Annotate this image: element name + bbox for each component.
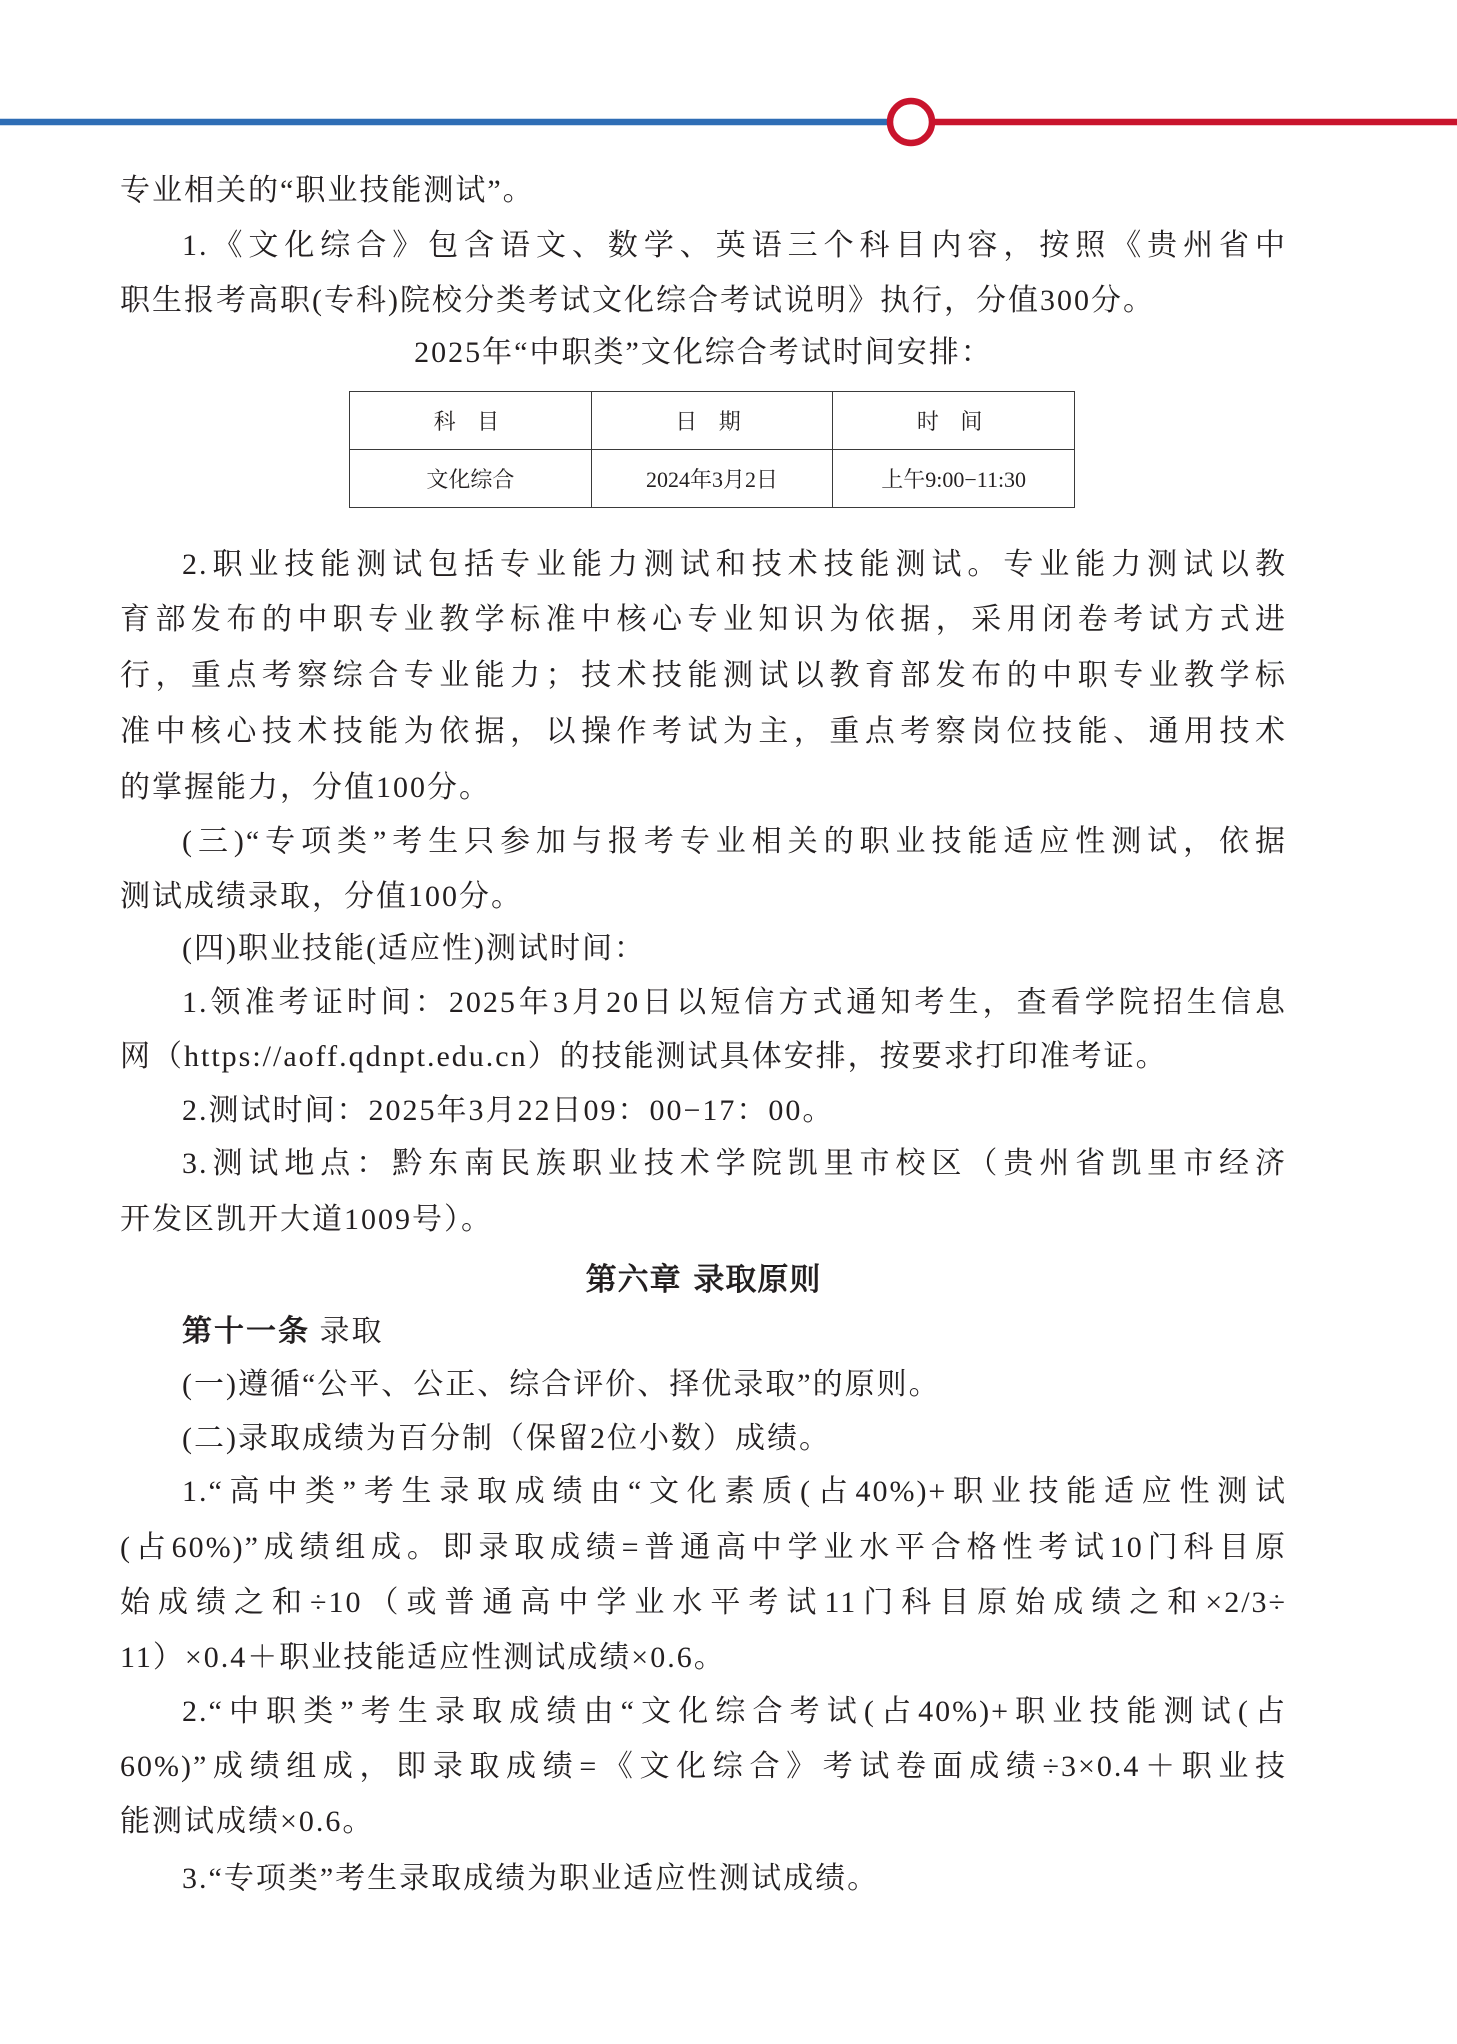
text-line: 育部发布的中职专业教学标准中核心专业知识为依据，采用闭卷考试方式进: [120, 603, 1287, 636]
cell-date: 2024年3月2日: [591, 450, 833, 508]
text-line: 能测试成绩×0.6。: [120, 1805, 375, 1838]
article-label: 第十一条: [182, 1314, 310, 1349]
text-line: 3.“专项类”考生录取成绩为职业适应性测试成绩。: [182, 1862, 880, 1895]
text-line: 职生报考高职(专科)院校分类考试文化综合考试说明》执行，分值300分。: [120, 284, 1155, 317]
text-line: 行，重点考察综合专业能力；技术技能测试以教育部发布的中职专业教学标: [120, 659, 1287, 692]
text-line: (三)“专项类”考生只参加与报考专业相关的职业技能适应性测试，依据: [182, 825, 1287, 858]
header-rule: [0, 0, 1457, 160]
text-line: 2.职业技能测试包括专业能力测试和技术技能测试。专业能力测试以教: [182, 548, 1287, 581]
text-line: 1.领准考证时间：2025年3月20日以短信方式通知考生，查看学院招生信息: [182, 986, 1287, 1019]
header-ring-icon: [890, 101, 932, 143]
column-header-time: 时 间: [833, 392, 1075, 450]
text-line: 网（https://aoff.qdnpt.edu.cn）的技能测试具体安排，按要求打印准考证。: [120, 1040, 1168, 1073]
text-line: 开发区凯开大道1009号）。: [120, 1203, 493, 1236]
column-header-date: 日 期: [591, 392, 833, 450]
text-line: 始成绩之和÷10（或普通高中学业水平考试11门科目原始成绩之和×2/3÷: [120, 1586, 1287, 1619]
text-line: 2.测试时间：2025年3月22日09：00−17：00。: [182, 1094, 835, 1127]
text-line: 2.“中职类”考生录取成绩由“文化综合考试(占40%)+职业技能测试(占: [182, 1695, 1287, 1728]
schedule-table: [349, 391, 1075, 508]
article-heading: [120, 1304, 1287, 1360]
text-line: 测试成绩录取，分值100分。: [120, 880, 523, 913]
text-line: 3.测试地点：黔东南民族职业技术学院凯里市校区（贵州省凯里市经济: [182, 1147, 1287, 1180]
text-line: (二)录取成绩为百分制（保留2位小数）成绩。: [182, 1422, 831, 1455]
article-title: 录取: [319, 1315, 384, 1348]
text-line: 60%)”成绩组成，即录取成绩=《文化综合》考试卷面成绩÷3×0.4＋职业技: [120, 1750, 1287, 1783]
schedule-title: 2025年“中职类”文化综合考试时间安排：: [414, 336, 993, 369]
text-line: 1.《文化综合》包含语文、数学、英语三个科目内容，按照《贵州省中: [182, 229, 1287, 262]
text-line: 准中核心技术技能为依据，以操作考试为主，重点考察岗位技能、通用技术: [120, 715, 1287, 748]
text-line: 1.“高中类”考生录取成绩由“文化素质(占40%)+职业技能适应性测试: [182, 1475, 1287, 1508]
text-line: 11）×0.4＋职业技能适应性测试成绩×0.6。: [120, 1641, 726, 1674]
chapter-title: 第六章 录取原则: [585, 1262, 822, 1298]
text-line: 专业相关的“职业技能测试”。: [120, 174, 535, 207]
cell-time: 上午9:00−11:30: [833, 450, 1075, 508]
text-line: (占60%)”成绩组成。即录取成绩=普通高中学业水平合格性考试10门科目原: [120, 1531, 1287, 1564]
text-line: (四)职业技能(适应性)测试时间：: [182, 932, 646, 965]
table-header-row: [350, 392, 1075, 450]
text-line: 的掌握能力，分值100分。: [120, 771, 491, 804]
text-line: (一)遵循“公平、公正、综合评价、择优录取”的原则。: [182, 1368, 941, 1401]
column-header-subject: 科 目: [350, 392, 592, 450]
cell-subject: 文化综合: [350, 450, 592, 508]
table-row: [350, 450, 1075, 508]
